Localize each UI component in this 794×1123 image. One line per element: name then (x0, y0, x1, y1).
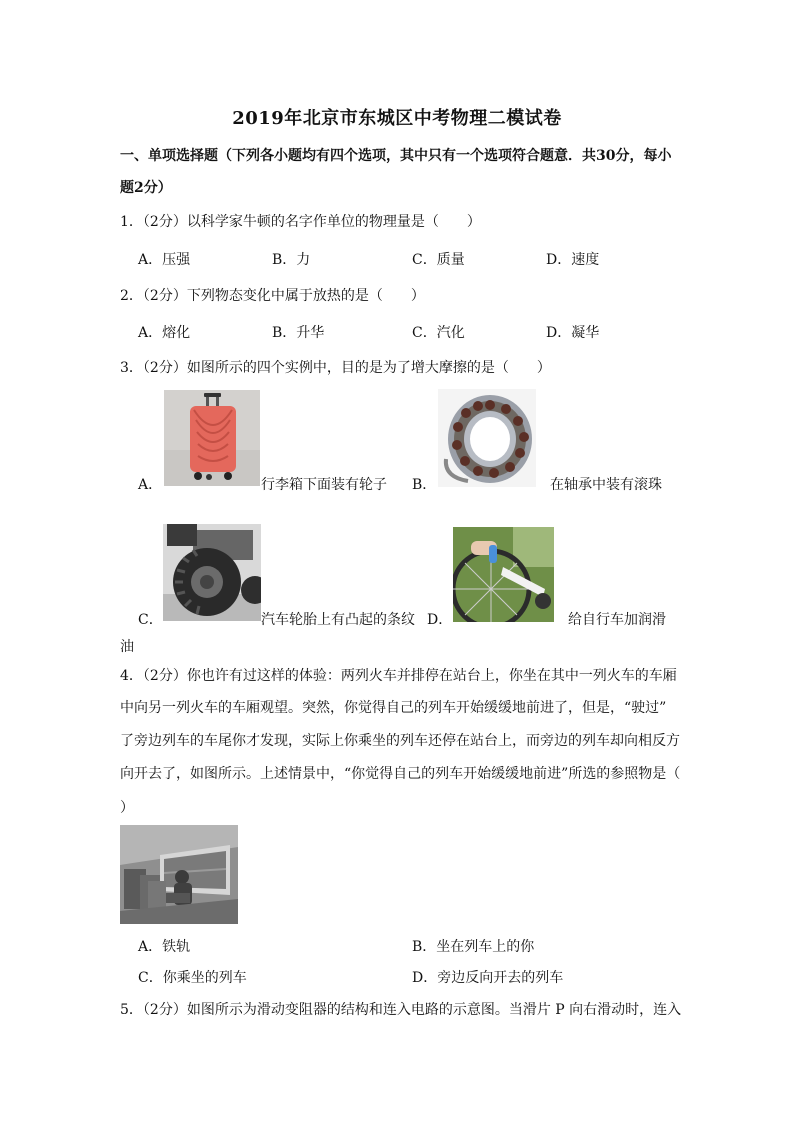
suitcase-image (164, 390, 260, 486)
q5-stem-line1: 5．（2分）如图所示为滑动变阻器的结构和连入电路的示意图。当滑片 P 向右滑动时，连入 (120, 1002, 682, 1018)
q4-option-c[interactable]: C．你乘坐的列车 (138, 970, 247, 986)
q1-option-b[interactable]: B．力 (272, 252, 311, 268)
q3-stem: 3．（2分）如图所示的四个实例中，目的是为了增大摩擦的是（ ） (120, 360, 551, 376)
q1-stem: 1．（2分）以科学家牛顿的名字作单位的物理量是（ ） (120, 214, 481, 230)
q4-stem-line2: 中向另一列火车的车厢观望。突然，你觉得自己的列车开始缓缓地前进了，但是，“驶过” (120, 700, 667, 716)
q4-option-d[interactable]: D．旁边反向开去的列车 (412, 970, 564, 986)
q2-option-d[interactable]: D．凝华 (546, 325, 600, 341)
section-heading-line1: 一、单项选择题（下列各小题均有四个选项，其中只有一个选项符合题意．共30分，每小 (120, 148, 672, 164)
q4-option-b[interactable]: B．坐在列车上的你 (412, 939, 535, 955)
q2-option-b[interactable]: B．升华 (272, 325, 325, 341)
bicycle-oil-image (453, 527, 554, 622)
q2-option-c[interactable]: C．汽化 (412, 325, 465, 341)
q4-option-a[interactable]: A．铁轨 (138, 939, 191, 955)
bearing-image (438, 389, 536, 487)
q3-option-c-label[interactable]: C． (138, 612, 163, 628)
page-title: 2019年北京市东城区中考物理二模试卷 (232, 108, 562, 129)
q3-option-c-text: 汽车轮胎上有凸起的条纹 (261, 612, 415, 628)
q1-option-c[interactable]: C．质量 (412, 252, 465, 268)
q1-option-d[interactable]: D．速度 (546, 252, 600, 268)
q3-option-b-text: 在轴承中装有滚珠 (550, 477, 662, 493)
train-interior-image (120, 825, 238, 924)
q3-option-d-text-2: 油 (120, 639, 134, 655)
q4-stem-line1: 4．（2分）你也许有过这样的体验：两列火车并排停在站台上，你坐在其中一列火车的车厢 (120, 668, 677, 684)
q2-option-a[interactable]: A．熔化 (138, 325, 191, 341)
q3-option-a-text: 行李箱下面装有轮子 (261, 477, 387, 493)
q3-option-d-text-1: 给自行车加润滑 (568, 612, 666, 628)
section-heading-line2: 题2分） (120, 180, 172, 196)
q1-option-a[interactable]: A．压强 (138, 252, 191, 268)
tractor-tire-image (163, 524, 261, 621)
q3-option-a-label[interactable]: A． (138, 477, 163, 493)
q2-stem: 2．（2分）下列物态变化中属于放热的是（ ） (120, 288, 425, 304)
q3-option-b-label[interactable]: B． (412, 477, 437, 493)
q4-stem-line4: 向开去了，如图所示。上述情景中，“你觉得自己的列车开始缓缓地前进”所选的参照物是（ (120, 766, 681, 782)
q4-stem-line5: ） (120, 800, 134, 816)
q3-option-d-label[interactable]: D． (427, 612, 453, 628)
q4-stem-line3: 了旁边列车的车尾你才发现，实际上你乘坐的列车还停在站台上，而旁边的列车却向相反方 (120, 733, 680, 749)
